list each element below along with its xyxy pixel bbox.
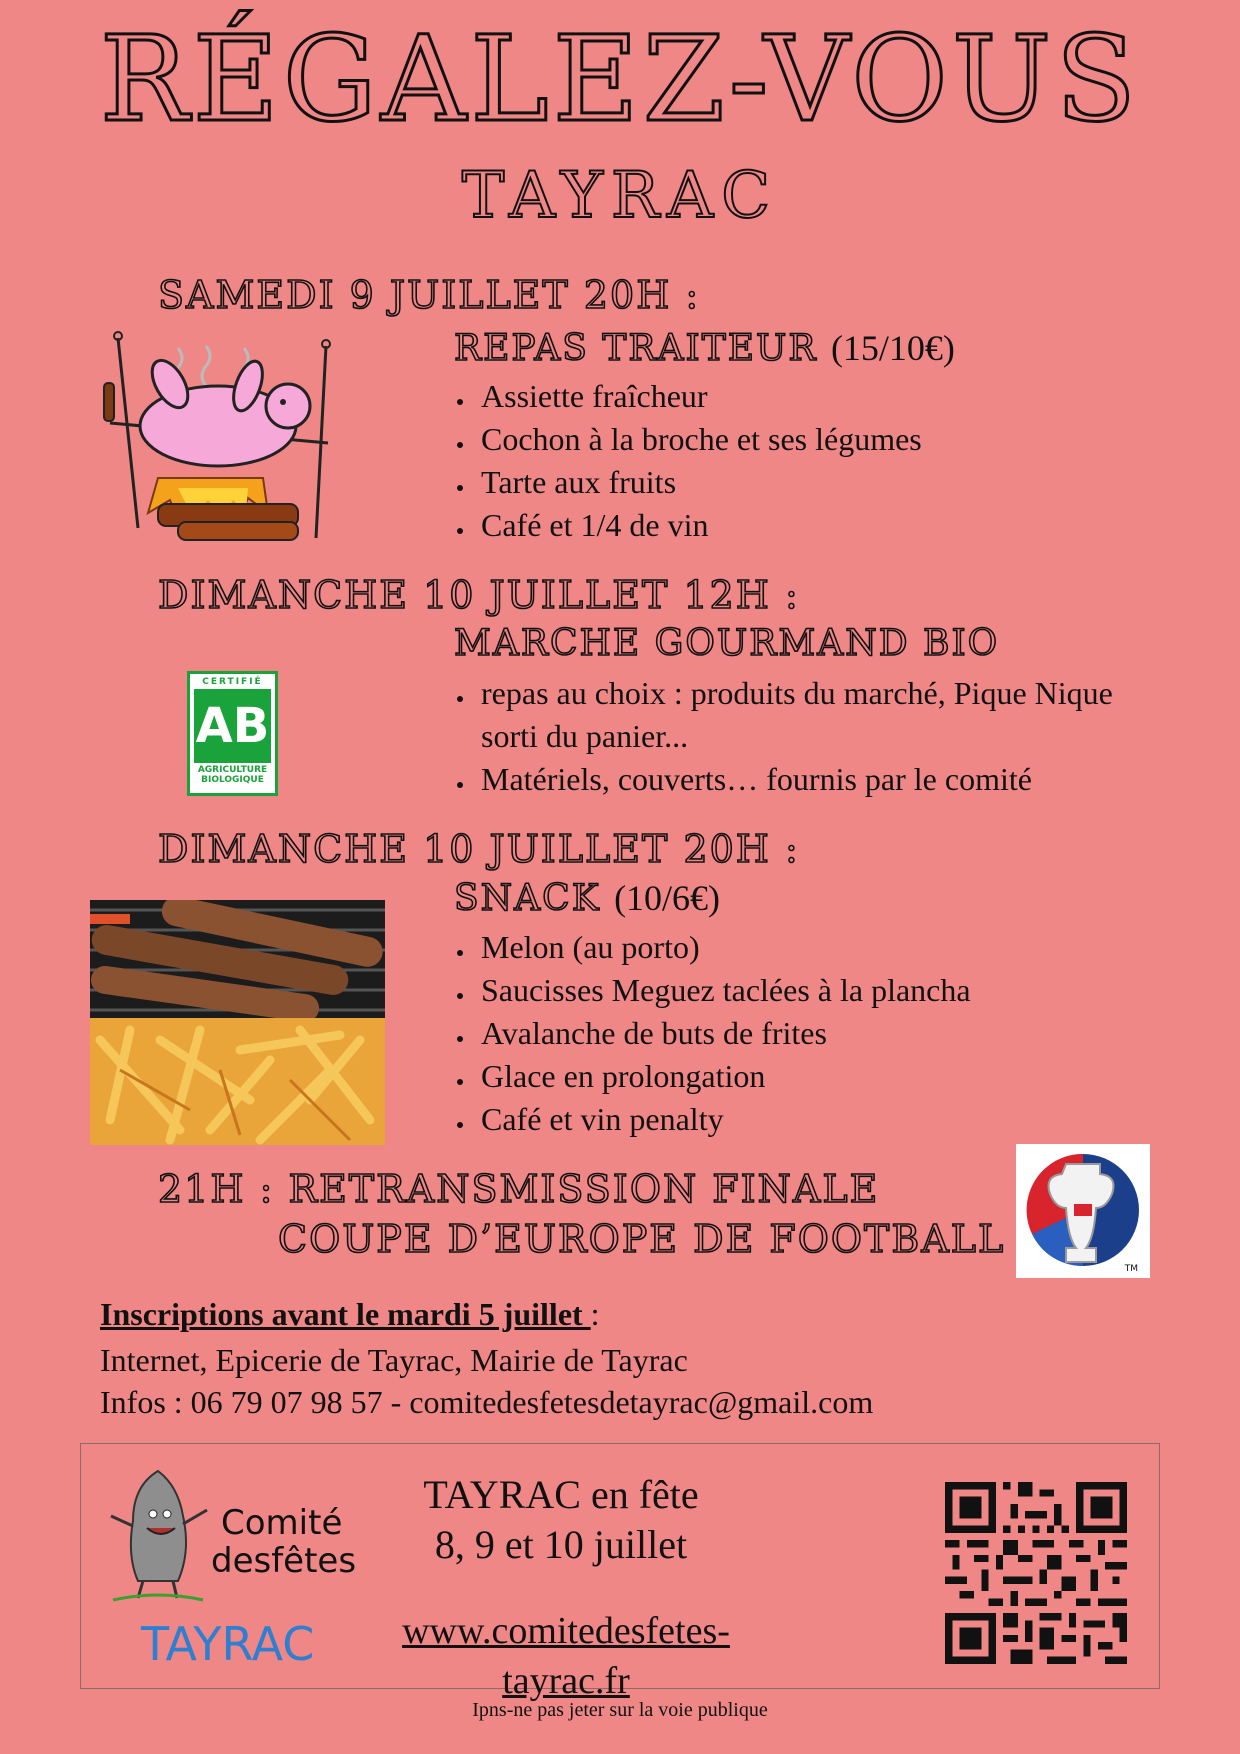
event-3-price: (10/6€) bbox=[614, 878, 721, 918]
sausages-and-fries-photo bbox=[90, 900, 385, 1145]
ab-logo-label-2: BIOLOGIQUE bbox=[201, 775, 264, 785]
event-3-menu-list bbox=[454, 926, 1154, 1141]
event-3-heading: DIMANCHE 10 JUILLET 20H : bbox=[158, 827, 800, 871]
qr-code-icon bbox=[945, 1482, 1127, 1664]
event-2-heading: DIMANCHE 10 JUILLET 12H : bbox=[158, 573, 800, 617]
broadcast-line-1: 21H : RETRANSMISSION FINALE bbox=[158, 1167, 880, 1211]
event-1-heading: SAMEDI 9 JUILLET 20H : bbox=[158, 273, 701, 317]
comite-logo-line-2: desfêtes bbox=[211, 1541, 357, 1581]
event-1-price: (15/10€) bbox=[830, 328, 955, 368]
list-item: Café et vin penalty bbox=[454, 1098, 1154, 1141]
list-item: Saucisses Meguez taclées à la plancha bbox=[454, 969, 1154, 1012]
inscriptions-title: Inscriptions avant le mardi 5 juillet bbox=[100, 1296, 591, 1332]
event-3-menu-name: SNACK bbox=[454, 878, 601, 919]
comite-logo-line-1: Comité bbox=[221, 1503, 343, 1543]
euro-cup-logo bbox=[1016, 1144, 1150, 1278]
inscriptions-heading bbox=[100, 1294, 600, 1334]
roast-pig-illustration bbox=[98, 328, 338, 558]
website-link[interactable]: www.comitedesfetes-tayrac.fr bbox=[402, 1610, 730, 1702]
disclaimer: Ipns-ne pas jeter sur la voie publique bbox=[472, 1699, 768, 1721]
trademark-label: TM bbox=[1124, 1264, 1138, 1274]
event-3-menu-title bbox=[454, 876, 720, 921]
list-item: Assiette fraîcheur bbox=[454, 375, 1154, 418]
footer-box bbox=[80, 1443, 1160, 1702]
list-item: repas au choix : produits du marché, Pique Nique sorti du panier... bbox=[454, 672, 1134, 758]
potato-mascot-icon bbox=[103, 1466, 213, 1606]
poster-title: RÉGALEZ-VOUS bbox=[99, 10, 1141, 148]
broadcast-line-2: COUPE D’EUROPE DE FOOTBALL bbox=[278, 1217, 1006, 1261]
inscriptions-where: Internet, Epicerie de Tayrac, Mairie de Tayrac bbox=[100, 1342, 688, 1378]
list-item: Avalanche de buts de frites bbox=[454, 1012, 1154, 1055]
festival-name: TAYRAC en fête bbox=[423, 1472, 699, 1517]
event-1-menu-name: REPAS TRAITEUR bbox=[454, 328, 818, 369]
euro-trophy-icon bbox=[1016, 1144, 1150, 1278]
organic-ab-logo bbox=[187, 671, 278, 796]
event-1-menu-title bbox=[454, 326, 955, 371]
comite-logo-town: TAYRAC bbox=[141, 1617, 315, 1671]
event-1-menu-list bbox=[454, 375, 1154, 547]
poster-subtitle: TAYRAC bbox=[461, 159, 779, 233]
ab-logo-label-1: AGRICULTURE bbox=[197, 765, 268, 775]
comite-logo bbox=[103, 1466, 373, 1676]
event-2-menu-list bbox=[454, 672, 1134, 801]
ab-logo-certified: CERTIFIÉ bbox=[202, 677, 263, 687]
list-item: Café et 1/4 de vin bbox=[454, 504, 1154, 547]
list-item: Melon (au porto) bbox=[454, 926, 1154, 969]
list-item: Glace en prolongation bbox=[454, 1055, 1154, 1098]
list-item: Matériels, couverts… fournis par le comité bbox=[454, 758, 1134, 801]
event-2-menu-name: MARCHE GOURMAND BIO bbox=[454, 623, 1000, 664]
inscriptions-contact: Infos : 06 79 07 98 57 - comitedesfetesdetayrac@gmail.com bbox=[100, 1384, 874, 1420]
list-item: Tarte aux fruits bbox=[454, 461, 1154, 504]
list-item: Cochon à la broche et ses légumes bbox=[454, 418, 1154, 461]
ab-logo-letters: AB bbox=[194, 689, 271, 763]
festival-dates: 8, 9 et 10 juillet bbox=[434, 1522, 688, 1567]
event-2-menu-title bbox=[454, 622, 999, 666]
inscriptions-colon: : bbox=[590, 1296, 600, 1332]
